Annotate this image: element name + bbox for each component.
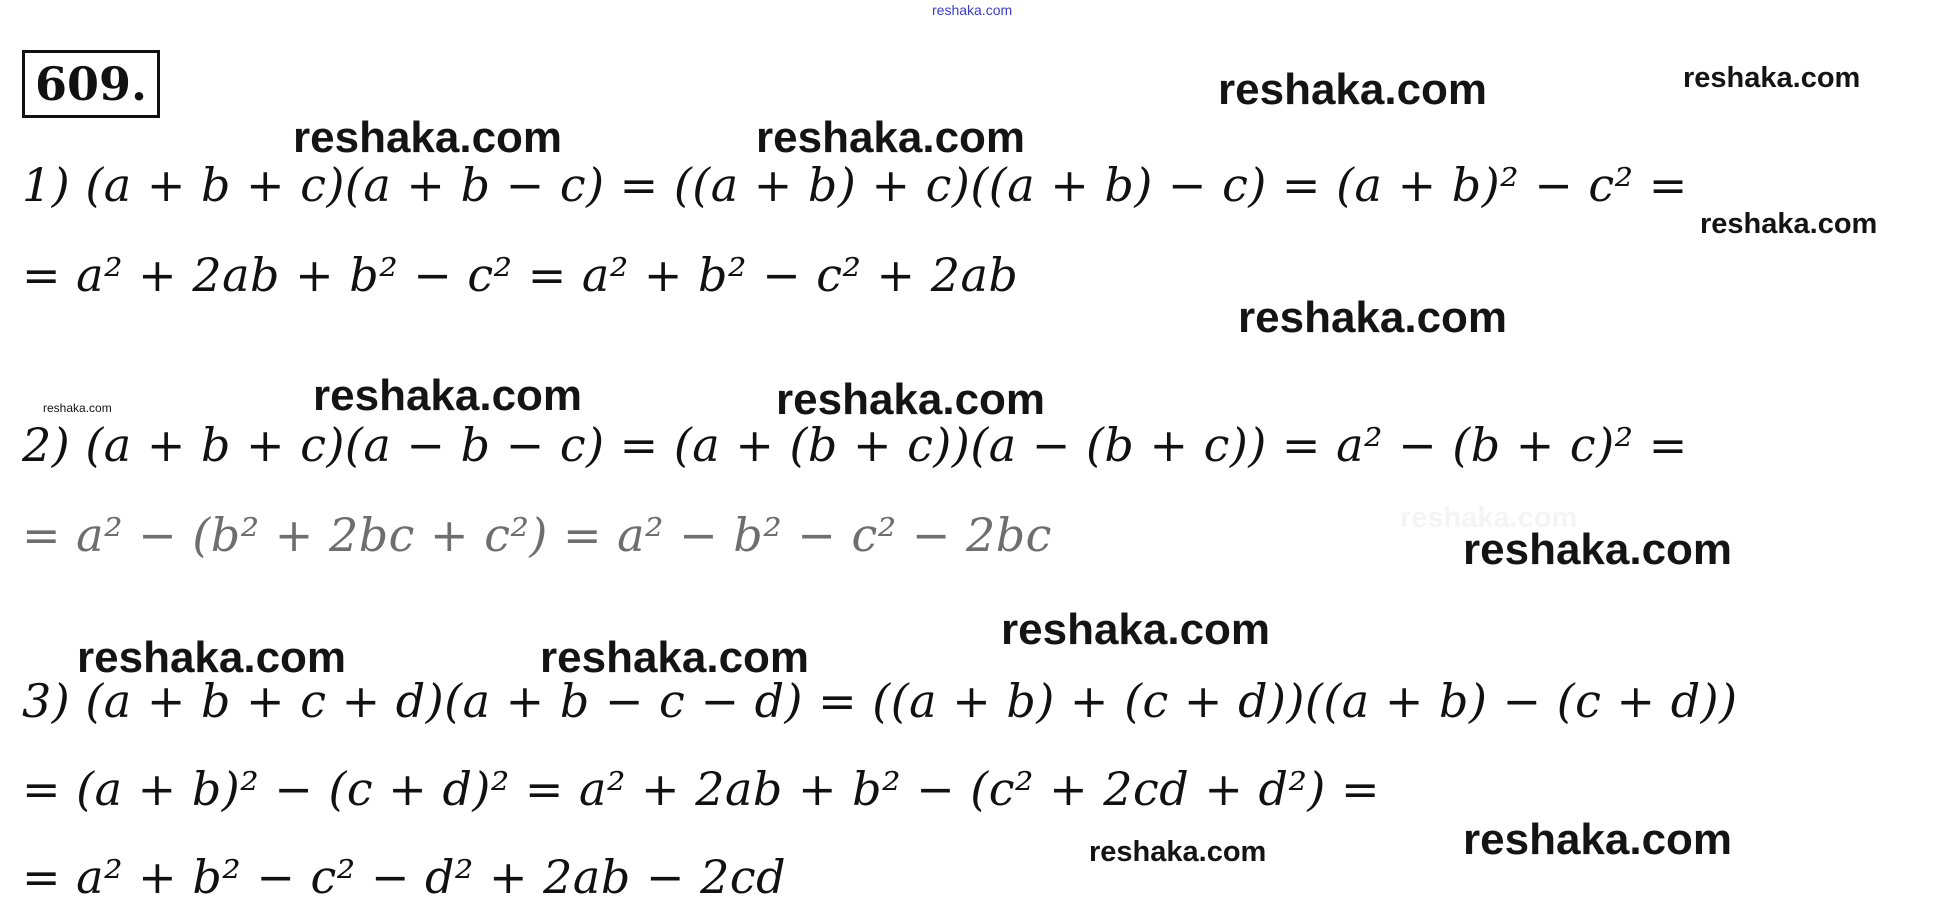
problem-number: 609. bbox=[22, 50, 160, 118]
part1-line2: = a² + 2ab + b² − c² = a² + b² − c² + 2ab bbox=[22, 248, 1019, 302]
part3-line1: 3) (a + b + c + d)(a + b − c − d) = ((a + b) + (c + d))((a + b) − (c + d)) bbox=[22, 674, 1738, 728]
watermark: reshaka.com bbox=[1400, 502, 1578, 534]
watermark: reshaka.com bbox=[1463, 525, 1733, 574]
watermark: reshaka.com bbox=[43, 401, 112, 415]
watermark: reshaka.com bbox=[1683, 62, 1861, 94]
watermark: reshaka.com bbox=[293, 113, 563, 162]
watermark: reshaka.com bbox=[1218, 65, 1488, 114]
watermark: reshaka.com bbox=[540, 633, 810, 682]
watermark: reshaka.com bbox=[313, 371, 583, 420]
part2-line1: 2) (a + b + c)(a − b − c) = (a + (b + c))(a − (b + c)) = a² − (b + c)² = bbox=[22, 418, 1688, 472]
watermark: reshaka.com bbox=[776, 375, 1046, 424]
part3-line3: = a² + b² − c² − d² + 2ab − 2cd bbox=[22, 850, 787, 904]
part1-line1: 1) (a + b + c)(a + b − c) = ((a + b) + c)((a + b) − c) = (a + b)² − c² = bbox=[22, 158, 1688, 212]
watermark: reshaka.com bbox=[756, 113, 1026, 162]
watermark: reshaka.com bbox=[1238, 293, 1508, 342]
watermark: reshaka.com bbox=[77, 633, 347, 682]
part2-line2: = a² − (b² + 2bc + c²) = a² − b² − c² − 2bc bbox=[22, 508, 1052, 562]
part3-line2: = (a + b)² − (c + d)² = a² + 2ab + b² − (c² + 2cd + d²) = bbox=[22, 762, 1381, 816]
watermark: reshaka.com bbox=[1700, 208, 1878, 240]
watermark: reshaka.com bbox=[1089, 836, 1267, 868]
source-link[interactable]: reshaka.com bbox=[932, 2, 1013, 18]
watermark: reshaka.com bbox=[1463, 815, 1733, 864]
watermark: reshaka.com bbox=[1001, 605, 1271, 654]
